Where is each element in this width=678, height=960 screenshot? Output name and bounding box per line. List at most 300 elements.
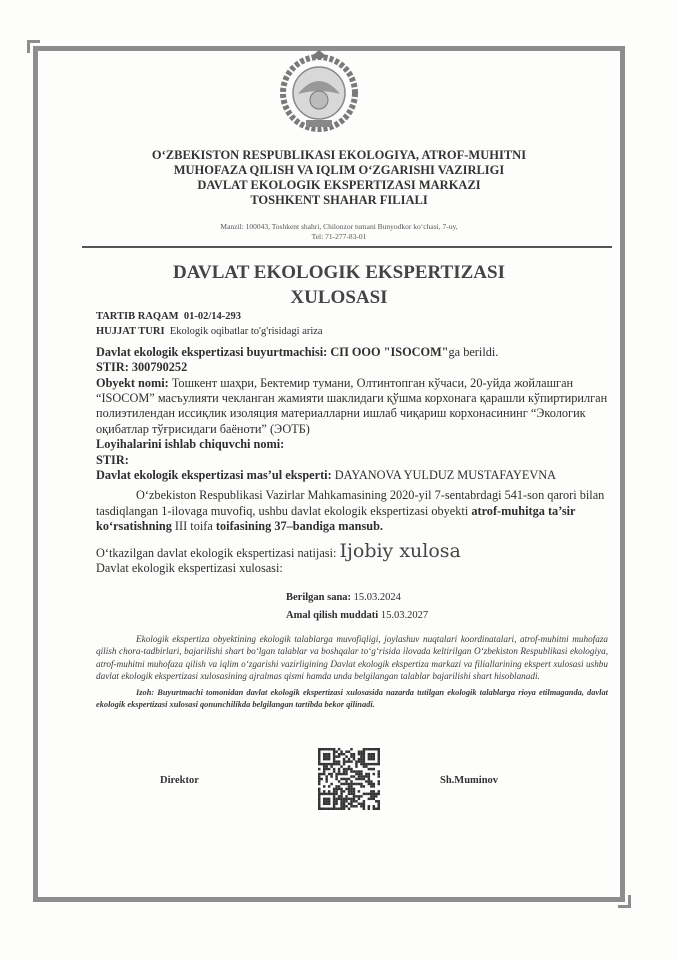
- qr-module: [365, 765, 367, 767]
- org-line: O‘ZBEKISTON RESPUBLIKASI EKOLOGIYA, ATROF-MUHITNI: [151, 148, 527, 162]
- qr-module: [333, 803, 335, 805]
- qr-module: [318, 798, 320, 800]
- qr-module: [333, 770, 335, 772]
- qr-module: [355, 760, 357, 762]
- qr-module: [328, 785, 330, 787]
- qr-module: [330, 765, 332, 767]
- qr-module: [360, 760, 362, 762]
- tartib-value: 01-02/14-293: [183, 311, 241, 322]
- qr-module: [350, 775, 352, 777]
- qr-module: [363, 800, 365, 802]
- qr-module: [330, 773, 332, 775]
- qr-module: [360, 785, 362, 787]
- qr-module: [348, 793, 350, 795]
- qr-module: [363, 793, 365, 795]
- valid-label: Amal qilish muddati: [286, 609, 379, 621]
- qr-module: [318, 808, 320, 810]
- qr-module: [335, 790, 337, 792]
- qr-module: [333, 788, 335, 790]
- qr-module: [338, 760, 340, 762]
- qr-module: [348, 798, 350, 800]
- customer-suffix: ga berildi.: [448, 344, 499, 359]
- qr-module: [358, 758, 360, 760]
- qr-module: [333, 800, 335, 802]
- qr-module: [370, 798, 372, 800]
- qr-module: [358, 778, 360, 780]
- tartib-label: TARTIB RAQAM: [96, 311, 179, 322]
- result-label: O‘tkazilgan davlat ekologik ekspertizasi natijasi:: [96, 545, 337, 560]
- qr-module: [318, 780, 320, 782]
- qr-module: [345, 773, 347, 775]
- qr-module: [368, 775, 370, 777]
- qr-module: [325, 775, 327, 777]
- qr-module: [318, 788, 320, 790]
- qr-module: [328, 753, 330, 755]
- qr-module: [363, 803, 365, 805]
- qr-module: [350, 800, 352, 802]
- qr-module: [335, 798, 337, 800]
- address-block: [0, 222, 678, 242]
- qr-module: [350, 780, 352, 782]
- qr-module: [360, 763, 362, 765]
- qr-module: [358, 790, 360, 792]
- qr-module: [328, 808, 330, 810]
- qr-module: [343, 758, 345, 760]
- qr-module: [348, 750, 350, 752]
- issued-value: 15.03.2024: [353, 591, 401, 603]
- qr-module: [358, 760, 360, 762]
- qr-module: [345, 798, 347, 800]
- qr-module: [375, 800, 377, 802]
- qr-module: [323, 800, 325, 802]
- qr-module: [335, 793, 337, 795]
- qr-module: [360, 755, 362, 757]
- qr-module: [338, 798, 340, 800]
- qr-module: [363, 805, 365, 807]
- qr-module: [325, 763, 327, 765]
- qr-module: [348, 808, 350, 810]
- qr-module: [370, 780, 372, 782]
- qr-module: [355, 805, 357, 807]
- qr-module: [320, 748, 322, 750]
- qr-module: [363, 748, 365, 750]
- qr-module: [373, 795, 375, 797]
- category-paragraph: [96, 488, 608, 534]
- qr-module: [328, 798, 330, 800]
- qr-module: [363, 750, 365, 752]
- qr-module: [360, 775, 362, 777]
- org-line: MUHOFAZA QILISH VA IQLIM O‘ZGARISHI VAZIRLIGI: [173, 163, 505, 177]
- qr-module: [318, 795, 320, 797]
- qr-module: [333, 795, 335, 797]
- qr-module: [368, 748, 370, 750]
- qr-module: [350, 805, 352, 807]
- qr-module: [328, 803, 330, 805]
- qr-module: [345, 783, 347, 785]
- qr-module: [320, 793, 322, 795]
- qr-module: [378, 758, 380, 760]
- qr-module: [360, 795, 362, 797]
- qr-module: [358, 753, 360, 755]
- qr-module: [330, 763, 332, 765]
- qr-module: [373, 790, 375, 792]
- qr-module: [368, 778, 370, 780]
- qr-module: [348, 790, 350, 792]
- qr-module: [373, 755, 375, 757]
- qr-module: [353, 758, 355, 760]
- address: Manzil: 100043, Toshkent shahri, Chilonzor tumani Bunyodkor ko‘chasi, 7-uy,: [220, 222, 458, 231]
- qr-module: [370, 768, 372, 770]
- qr-module: [368, 783, 370, 785]
- conclusion-label: Davlat ekologik ekspertizasi xulosasi:: [96, 561, 283, 576]
- qr-module: [323, 773, 325, 775]
- qr-module: [318, 803, 320, 805]
- qr-module: [333, 763, 335, 765]
- qr-module: [368, 753, 370, 755]
- qr-module: [345, 760, 347, 762]
- qr-module: [370, 783, 372, 785]
- qr-module: [345, 755, 347, 757]
- qr-module: [373, 793, 375, 795]
- qr-module: [323, 753, 325, 755]
- qr-module: [323, 748, 325, 750]
- signature-role: Direktor: [160, 775, 199, 786]
- qr-module: [335, 800, 337, 802]
- paragraph-bold: atrof-muhitga ta’sir ko‘rsatishning: [96, 503, 576, 534]
- qr-module: [320, 778, 322, 780]
- phone: Tel: 71-277-83-01: [311, 232, 367, 241]
- qr-module: [353, 783, 355, 785]
- qr-module: [318, 760, 320, 762]
- qr-module: [370, 758, 372, 760]
- qr-module: [345, 778, 347, 780]
- qr-module: [340, 788, 342, 790]
- qr-module: [363, 808, 365, 810]
- qr-module: [318, 748, 320, 750]
- qr-module: [333, 793, 335, 795]
- qr-module: [358, 750, 360, 752]
- qr-module: [353, 805, 355, 807]
- org-line: TOSHKENT SHAHAR FILIALI: [250, 193, 428, 207]
- qr-module: [348, 778, 350, 780]
- qr-module: [378, 793, 380, 795]
- qr-module: [335, 778, 337, 780]
- qr-module: [320, 773, 322, 775]
- qr-module: [373, 748, 375, 750]
- qr-module: [363, 760, 365, 762]
- state-emblem-icon: [276, 48, 362, 134]
- developer-label: Loyihalarini ishlab chiquvchi nomi:: [96, 437, 285, 452]
- qr-module: [355, 773, 357, 775]
- qr-module: [318, 768, 320, 770]
- qr-module: [373, 798, 375, 800]
- qr-module: [355, 795, 357, 797]
- qr-module: [360, 758, 362, 760]
- qr-module: [358, 783, 360, 785]
- qr-module: [348, 785, 350, 787]
- hujjat-label: HUJJAT TURI: [96, 326, 165, 338]
- qr-module: [363, 755, 365, 757]
- qr-module: [333, 753, 335, 755]
- organization-header: [0, 148, 678, 208]
- qr-module: [350, 793, 352, 795]
- qr-module: [348, 788, 350, 790]
- qr-module: [335, 755, 337, 757]
- qr-module: [318, 800, 320, 802]
- qr-module: [363, 758, 365, 760]
- qr-module: [333, 748, 335, 750]
- qr-module: [328, 768, 330, 770]
- qr-module: [325, 808, 327, 810]
- qr-module: [318, 805, 320, 807]
- qr-module: [345, 795, 347, 797]
- qr-code-icon: [318, 748, 380, 810]
- qr-module: [338, 763, 340, 765]
- qr-module: [335, 750, 337, 752]
- qr-module: [373, 805, 375, 807]
- qr-module: [355, 783, 357, 785]
- qr-module: [330, 775, 332, 777]
- qr-module: [355, 770, 357, 772]
- qr-module: [350, 755, 352, 757]
- qr-module: [353, 788, 355, 790]
- qr-module: [370, 753, 372, 755]
- qr-module: [348, 765, 350, 767]
- qr-module: [378, 755, 380, 757]
- qr-module: [345, 750, 347, 752]
- qr-module: [378, 753, 380, 755]
- qr-module: [368, 808, 370, 810]
- qr-module: [353, 793, 355, 795]
- qr-module: [330, 748, 332, 750]
- qr-module: [378, 775, 380, 777]
- qr-module: [368, 798, 370, 800]
- qr-module: [378, 750, 380, 752]
- qr-module: [353, 755, 355, 757]
- qr-module: [355, 763, 357, 765]
- qr-module: [333, 760, 335, 762]
- qr-module: [340, 793, 342, 795]
- qr-module: [320, 763, 322, 765]
- document-title: [0, 260, 678, 310]
- qr-module: [325, 800, 327, 802]
- qr-module: [358, 773, 360, 775]
- qr-module: [343, 783, 345, 785]
- qr-module: [335, 763, 337, 765]
- qr-module: [333, 808, 335, 810]
- qr-module: [335, 803, 337, 805]
- qr-module: [355, 778, 357, 780]
- qr-module: [340, 773, 342, 775]
- qr-module: [328, 755, 330, 757]
- qr-module: [343, 805, 345, 807]
- qr-module: [378, 780, 380, 782]
- qr-module: [368, 773, 370, 775]
- qr-module: [333, 755, 335, 757]
- qr-module: [353, 770, 355, 772]
- qr-module: [353, 800, 355, 802]
- qr-module: [338, 788, 340, 790]
- qr-module: [370, 795, 372, 797]
- qr-module: [340, 808, 342, 810]
- qr-module: [350, 803, 352, 805]
- qr-module: [328, 793, 330, 795]
- qr-module: [363, 765, 365, 767]
- qr-module: [363, 785, 365, 787]
- qr-module: [343, 790, 345, 792]
- qr-module: [320, 808, 322, 810]
- qr-module: [323, 768, 325, 770]
- qr-module: [330, 808, 332, 810]
- qr-module: [373, 785, 375, 787]
- qr-module: [333, 805, 335, 807]
- qr-module: [318, 775, 320, 777]
- hujjat-value: Ekologik oqibatlar to'g'risidagi ariza: [169, 326, 323, 338]
- qr-module: [373, 768, 375, 770]
- qr-module: [373, 753, 375, 755]
- qr-module: [368, 793, 370, 795]
- qr-module: [338, 768, 340, 770]
- qr-module: [368, 805, 370, 807]
- expert-value: DAYANOVA YULDUZ MUSTAFAYEVNA: [334, 468, 557, 483]
- qr-module: [368, 755, 370, 757]
- issued-label: Berilgan sana:: [286, 591, 352, 603]
- qr-module: [378, 800, 380, 802]
- qr-module: [323, 765, 325, 767]
- qr-module: [338, 770, 340, 772]
- qr-module: [360, 803, 362, 805]
- qr-module: [325, 765, 327, 767]
- qr-module: [365, 780, 367, 782]
- qr-module: [325, 768, 327, 770]
- qr-module: [375, 808, 377, 810]
- qr-module: [350, 768, 352, 770]
- title-line: DAVLAT EKOLOGIK EKSPERTIZASI: [173, 262, 505, 283]
- qr-module: [323, 808, 325, 810]
- qr-module: [318, 753, 320, 755]
- qr-module: [333, 750, 335, 752]
- qr-module: [330, 783, 332, 785]
- qr-module: [325, 798, 327, 800]
- qr-module: [378, 805, 380, 807]
- notes-block: [96, 633, 608, 711]
- qr-module: [328, 800, 330, 802]
- qr-module: [343, 763, 345, 765]
- qr-module: [340, 753, 342, 755]
- header-divider: [82, 246, 612, 248]
- paragraph-text: III toifa: [171, 519, 216, 534]
- qr-module: [338, 753, 340, 755]
- qr-module: [343, 768, 345, 770]
- qr-module: [370, 755, 372, 757]
- qr-module: [363, 763, 365, 765]
- qr-module: [375, 793, 377, 795]
- qr-module: [318, 763, 320, 765]
- qr-module: [323, 785, 325, 787]
- org-line: DAVLAT EKOLOGIK EKSPERTIZASI MARKAZI: [197, 178, 481, 192]
- qr-module: [348, 768, 350, 770]
- qr-module: [318, 755, 320, 757]
- note-main: Ekologik ekspertiza obyektining ekologik talablarga muvofiqligi, joylashuv nuqtalari koordinatalari, atrof-muhitni muhofaza qilish chora-tadbirlari, bajarilishi shart bo‘lgan talablar va boshqalar to‘g‘risida ilovada keltirilgan O‘zbekiston Respublikasi ekologiya, atrof-muhitni muhofaza qilish va iqlim o‘zgarishi vazirligining Davlat ekologik ekspertiza markazi va filiallarining ekspert xulosasi ushbu davlat ekologik ekspertizasi xulosasining ajralmas qismi hamda unda belgilangan talablar bajarilishi shart hisoblanadi.: [96, 634, 608, 682]
- qr-module: [378, 803, 380, 805]
- developer-stir: STIR:: [96, 452, 129, 467]
- qr-module: [348, 760, 350, 762]
- qr-module: [345, 800, 347, 802]
- qr-module: [328, 790, 330, 792]
- qr-module: [333, 768, 335, 770]
- valid-value: 15.03.2027: [380, 609, 429, 621]
- qr-module: [340, 805, 342, 807]
- qr-module: [353, 795, 355, 797]
- qr-module: [353, 790, 355, 792]
- qr-module: [325, 803, 327, 805]
- qr-module: [338, 808, 340, 810]
- qr-module: [318, 773, 320, 775]
- qr-module: [375, 763, 377, 765]
- qr-module: [348, 803, 350, 805]
- qr-module: [358, 803, 360, 805]
- qr-module: [358, 798, 360, 800]
- document-body: [96, 309, 608, 625]
- qr-module: [360, 778, 362, 780]
- qr-module: [350, 798, 352, 800]
- qr-module: [335, 785, 337, 787]
- qr-module: [363, 753, 365, 755]
- qr-module: [338, 748, 340, 750]
- qr-module: [348, 758, 350, 760]
- qr-module: [375, 748, 377, 750]
- qr-module: [358, 795, 360, 797]
- qr-module: [360, 773, 362, 775]
- qr-module: [345, 788, 347, 790]
- qr-module: [335, 760, 337, 762]
- qr-module: [343, 760, 345, 762]
- qr-module: [335, 808, 337, 810]
- qr-module: [323, 755, 325, 757]
- qr-module: [333, 790, 335, 792]
- qr-module: [328, 758, 330, 760]
- qr-module: [318, 750, 320, 752]
- paragraph-text: O‘zbekiston Respublikasi Vazirlar Mahkamasining 2020-yil 7-sentabrdagi 541-son qarori bilan tasdiqlangan 1-ilovaga muvofiq, ushbu davlat ekologik ekspertizasi obyekti: [96, 488, 605, 518]
- qr-module: [368, 758, 370, 760]
- qr-module: [340, 765, 342, 767]
- qr-module: [373, 763, 375, 765]
- qr-module: [378, 783, 380, 785]
- customer-stir: STIR: 300790252: [96, 360, 188, 375]
- qr-module: [378, 748, 380, 750]
- qr-module: [365, 775, 367, 777]
- paragraph-bold: toifasining 37–bandiga mansub.: [215, 519, 383, 534]
- qr-module: [368, 763, 370, 765]
- expert-label: Davlat ekologik ekspertizasi mas’ul eksperti:: [96, 468, 332, 483]
- qr-module: [365, 773, 367, 775]
- qr-module: [355, 765, 357, 767]
- qr-module: [338, 795, 340, 797]
- qr-module: [343, 770, 345, 772]
- qr-module: [340, 750, 342, 752]
- qr-module: [338, 785, 340, 787]
- qr-module: [360, 805, 362, 807]
- qr-module: [325, 753, 327, 755]
- qr-module: [343, 778, 345, 780]
- qr-module: [350, 785, 352, 787]
- qr-module: [373, 783, 375, 785]
- qr-module: [325, 780, 327, 782]
- qr-module: [345, 770, 347, 772]
- qr-module: [340, 795, 342, 797]
- object-value: Тошкент шаҳри, Бектемир тумани, Олтинтопган кўчаси, 20-уйда жойлашган “ISOCOM” масъулияти чекланган жамияти шаклидаги қўшма корхонага қарашли кўпиртирилган полиэтилендан иссиқлик изоляция материалларни ишлаб чиқариш корхонасининг “Экологик оқибатлар тўғрисидаги баёноти” (ЭОТБ): [96, 375, 608, 436]
- qr-module: [333, 758, 335, 760]
